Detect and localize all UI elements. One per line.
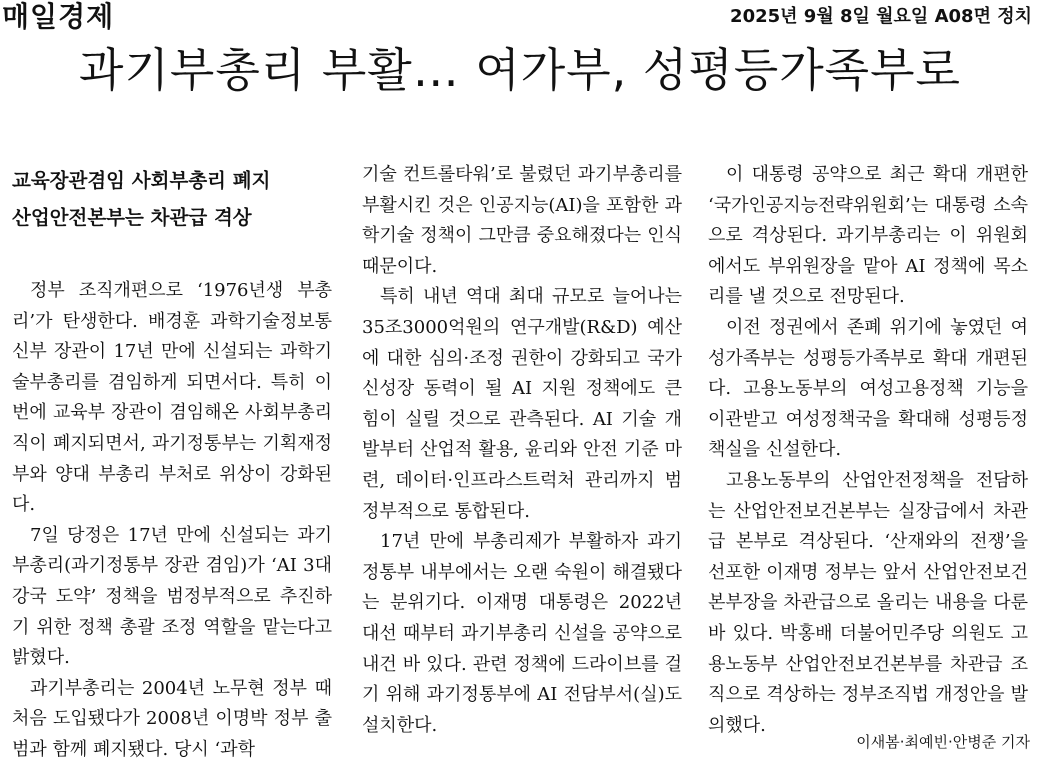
- article-headline: 과기부총리 부활… 여가부, 성평등가족부로: [79, 43, 961, 97]
- paragraph: 17년 만에 부총리제가 부활하자 과기정통부 내부에서는 오랜 숙원이 해결됐다는 분위기다. 이재명 대통령은 2022년 대선 때부터 과기부총리 신설을 공약으로 내건 바 있다. 관련 정책에 드라이브를 걸기 위해 과기정통부에 AI 전담부서(실)도 설치한다.: [362, 531, 682, 736]
- page-header: [0, 0, 1040, 36]
- article-column-2: [362, 160, 682, 741]
- paragraph: 이전 정권에서 존폐 위기에 놓였던 여성가족부는 성평등가족부로 확대 개편된다. 고용노동부의 여성고용정책 기능을 이관받고 여성정책국을 확대해 성평등정책실을 신설한다.: [708, 316, 1028, 461]
- subheadline-line-2: 산업안전본부는 차관급 격상: [12, 206, 252, 229]
- paragraph: 특히 내년 역대 최대 규모로 늘어나는 35조3000억원의 연구개발(R&D) 예산에 대한 심의·조정 권한이 강화되고 국가 신성장 동력이 될 AI 지원 정책에도 큰 힘이 실릴 것으로 관측된다. AI 기술 개발부터 산업적 활용, 윤리와 안전 기준 마련, 데이터·인프라스트럭처 관리까지 범정부적으로 통합된다.: [362, 286, 682, 522]
- reporter-byline: 이새봄·최예빈·안병준 기자: [856, 733, 1030, 751]
- dateline: 2025년 9월 8일 월요일 A08면 정치: [730, 6, 1032, 27]
- paragraph: 고용노동부의 산업안전정책을 전담하는 산업안전보건본부는 실장급에서 차관급 본부로 격상된다. ‘산재와의 전쟁’을 선포한 이재명 정부는 앞서 산업안전보건본부장을 차관급으로 올리는 내용을 다룬 바 있다. 박홍배 더불어민주당 의원도 고용노동부 산업안전보건본부를 차관급 조직으로 격상하는 정부조직법 개정안을 발의했다.: [708, 469, 1028, 736]
- article-column-1: [12, 160, 332, 766]
- paragraph: 과기부총리는 2004년 노무현 정부 때 처음 도입됐다가 2008년 이명박 정부 출범과 함께 폐지됐다. 당시 ‘과학: [12, 677, 332, 760]
- subheadline-line-1: 교육장관겸임 사회부총리 폐지: [12, 169, 271, 192]
- article-column-3: [708, 160, 1028, 741]
- paragraph: 이 대통령 공약으로 최근 확대 개편한 ‘국가인공지능전략위원회’는 대통령 소속으로 격상된다. 과기부총리는 이 위원회에서도 부위원장을 맡아 AI 정책에 목소리를 낼 것으로 전망된다.: [708, 164, 1028, 308]
- paragraph: 7일 당정은 17년 만에 신설되는 과기부총리(과기정통부 장관 겸임)가 ‘AI 3대 강국 도약’ 정책을 범정부적으로 추진하기 위한 정책 총괄 조정 역할을 맡는다고 밝혔다.: [12, 524, 332, 669]
- paragraph: 기술 컨트롤타워’로 불렸던 과기부총리를 부활시킨 것은 인공지능(AI)을 포함한 과학기술 정책이 그만큼 중요해졌다는 인식 때문이다.: [362, 164, 682, 277]
- article-subheadline: [12, 162, 332, 236]
- paragraph: 정부 조직개편으로 ‘1976년생 부총리’가 탄생한다. 배경훈 과학기술정보통신부 장관이 17년 만에 신설되는 과학기술부총리를 겸임하게 되면서다. 특히 이번에 교육부 장관이 겸임해온 사회부총리직이 폐지되면서, 과기정통부는 기획재정부와 양대 부총리 부처로 위상이 강화된다.: [12, 280, 332, 516]
- newspaper-masthead: 매일경제: [2, 0, 115, 33]
